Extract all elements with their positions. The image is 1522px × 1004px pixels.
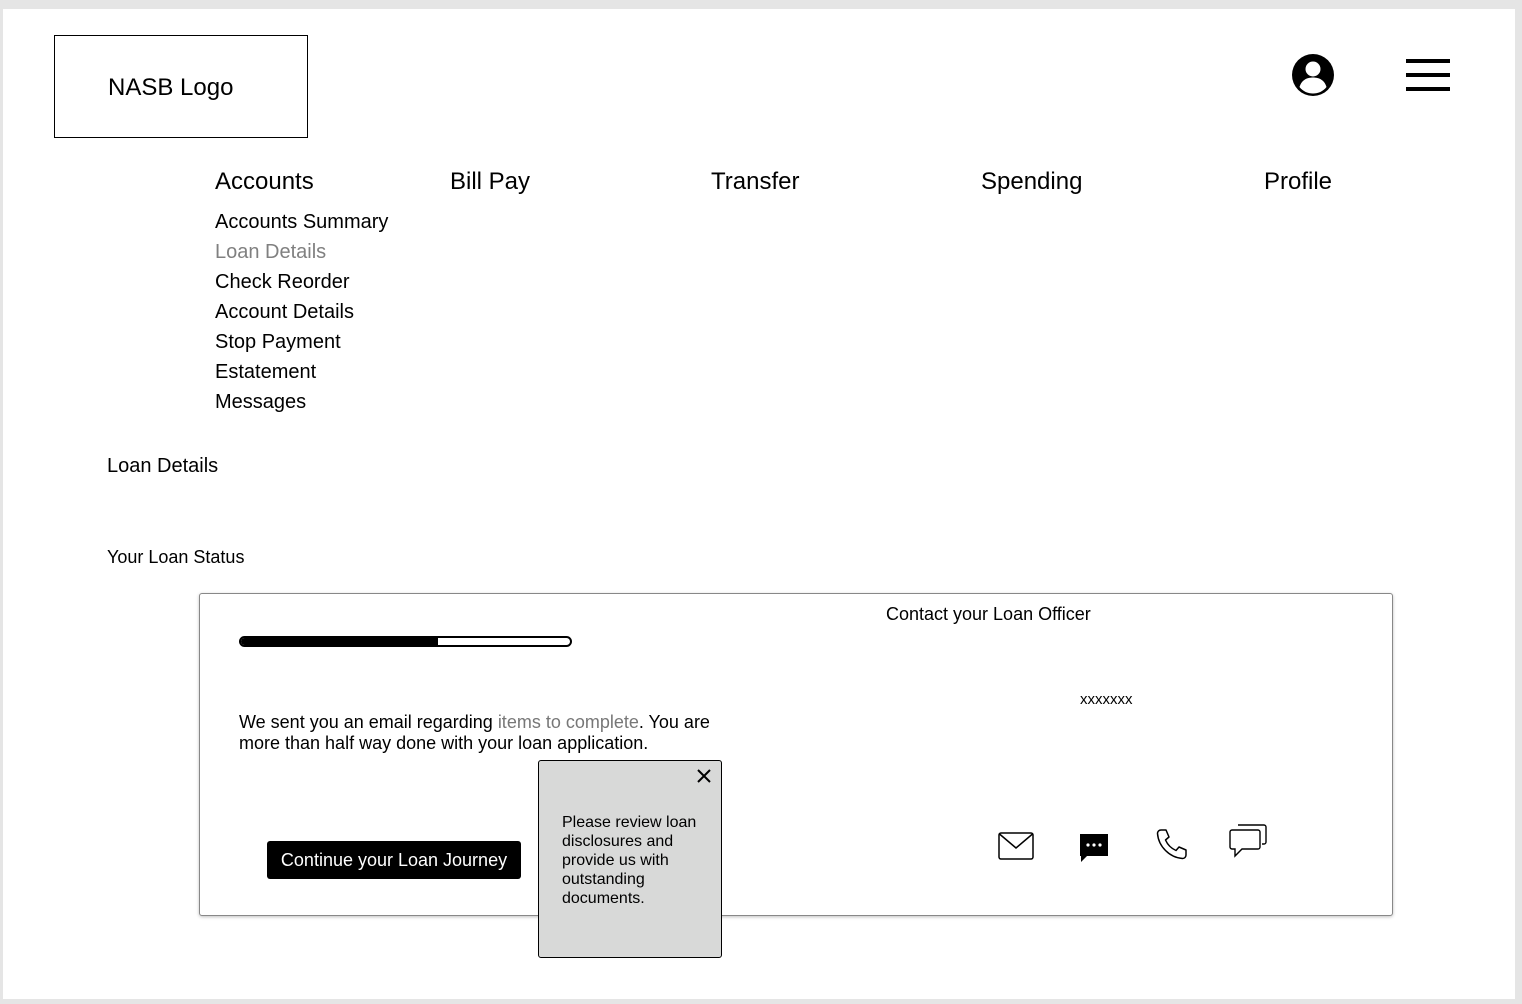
- loan-status-heading: Your Loan Status: [107, 547, 245, 567]
- page: [3, 9, 1515, 999]
- email-icon[interactable]: [998, 832, 1034, 860]
- contact-officer-title: Contact your Loan Officer: [886, 604, 1091, 624]
- page-title: Loan Details: [107, 455, 219, 477]
- submenu-item-accounts-summary[interactable]: Accounts Summary: [215, 211, 389, 233]
- submenu-item-stop-payment[interactable]: Stop Payment: [215, 331, 341, 353]
- loan-tooltip: [538, 760, 722, 958]
- loan-status-message: [239, 712, 739, 754]
- logo[interactable]: [54, 35, 308, 138]
- continue-loan-journey-button[interactable]: Continue your Loan Journey: [267, 841, 521, 879]
- loan-progress-fill: [241, 638, 438, 645]
- hamburger-menu-icon[interactable]: [1406, 58, 1450, 92]
- loan-status-card: [199, 593, 1393, 916]
- user-circle-icon[interactable]: [1291, 53, 1335, 97]
- nav-accounts[interactable]: Accounts: [215, 168, 314, 195]
- logo-text: NASB Logo: [108, 74, 234, 101]
- submenu-item-loan-details[interactable]: Loan Details: [215, 241, 327, 263]
- submenu-item-check-reorder[interactable]: Check Reorder: [215, 271, 350, 293]
- submenu-item-messages[interactable]: Messages: [215, 391, 307, 413]
- accounts-submenu: [215, 207, 388, 417]
- phone-icon[interactable]: [1155, 827, 1189, 861]
- tooltip-text: Please review loan disclosures and provide us with outstanding documents.: [562, 814, 697, 907]
- nav-profile[interactable]: Profile: [1264, 168, 1333, 195]
- chat-icon[interactable]: [1229, 823, 1267, 859]
- status-message-text-end: . You are more than half way done with your loan application.: [239, 712, 710, 753]
- nav-transfer[interactable]: Transfer: [711, 168, 800, 195]
- officer-name: xxxxxxx: [1080, 691, 1133, 708]
- submenu-item-account-details[interactable]: Account Details: [215, 301, 354, 323]
- items-to-complete-link[interactable]: items to complete: [497, 712, 639, 732]
- nav-bill-pay[interactable]: Bill Pay: [450, 168, 531, 195]
- status-message-text: We sent you an email regarding: [239, 712, 498, 732]
- loan-progress-bar: [239, 636, 572, 647]
- nav-spending[interactable]: Spending: [981, 168, 1083, 195]
- close-icon[interactable]: [696, 768, 712, 784]
- submenu-item-estatement[interactable]: Estatement: [215, 361, 317, 383]
- sms-icon[interactable]: [1078, 832, 1110, 864]
